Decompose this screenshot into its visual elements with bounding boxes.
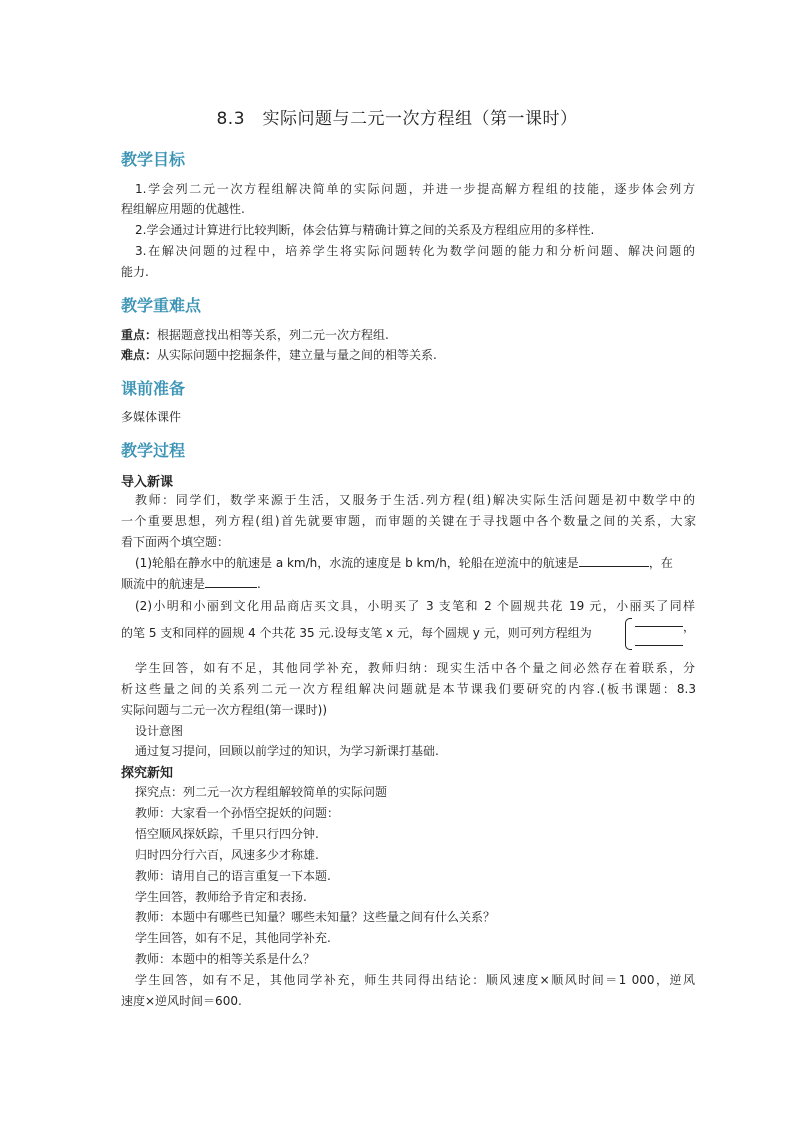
explore-line-1: 探究点：列二元一次方程组解较简单的实际问题 <box>135 785 388 799</box>
explore-line-8: 学生回答，如有不足，其他同学补充. <box>135 931 331 945</box>
equation-blank-2 <box>635 645 683 646</box>
left-brace-icon <box>625 618 632 650</box>
explore-line-6: 学生回答，教师给予肯定和表扬. <box>135 890 307 904</box>
explore-line-3: 悟空顺风探妖踪，千里只行四分钟. <box>135 827 319 841</box>
answer-line-3: 实际问题与二元一次方程组(第一课时)) <box>121 703 328 717</box>
intro-line-2: 一个重要思想，列方程(组)首先就要审题，而审题的关键在于寻找题中各个数量之间的关系，大家 <box>121 514 696 528</box>
equation-blank-1 <box>635 626 683 627</box>
subheading-explore: 探究新知 <box>121 766 174 781</box>
question-1-text-a: (1)轮船在静水中的航速是 a km/h，水流的速度是 b km/h，轮船在逆流中的航速是 <box>135 556 579 570</box>
question-1-text-d: . <box>257 577 261 591</box>
answer-line-1: 学生回答，如有不足，其他同学补充，教师归纳：现实生活中各个量之间必然存在着联系，分 <box>135 661 695 675</box>
explore-final-line-1: 学生回答，如有不足，其他同学补充，师生共同得出结论：顺风速度×顺风时间＝1 000，逆风 <box>135 973 695 987</box>
zhongdian-text: 根据题意找出相等关系，列二元一次方程组. <box>157 328 389 342</box>
goals-line-1: 1.学会列二元一次方程组解决简单的实际问题，并进一步提高解方程组的技能，逐步体会列方 <box>135 182 695 196</box>
section-heading-process: 教学过程 <box>121 441 186 460</box>
question-1-text-b: ，在 <box>648 556 673 570</box>
question-1-text-c: 顺流中的航速是 <box>121 577 206 591</box>
section-heading-prep: 课前准备 <box>121 379 186 398</box>
answer-line-2: 析这些量之间的关系列二元一次方程组解决问题就是本节课我们要研究的内容.(板书课题：8.3 <box>121 682 696 696</box>
goals-line-4: 3.在解决问题的过程中，培养学生将实际问题转化为数学问题的能力和分析问题、解决问题的 <box>135 244 695 258</box>
goals-line-5: 能力. <box>121 265 149 279</box>
explore-line-2: 教师：大家看一个孙悟空捉妖的问题： <box>135 806 340 820</box>
goals-line-3: 2.学会通过计算进行比较判断，体会估算与精确计算之间的关系及方程组应用的多样性. <box>135 223 595 237</box>
equation-comma: ， <box>683 620 696 634</box>
design-intent-text: 通过复习提问，回顾以前学过的知识，为学习新课打基础. <box>135 744 439 758</box>
subheading-intro: 导入新课 <box>121 475 174 490</box>
explore-line-9: 教师：本题中的相等关系是什么？ <box>135 952 316 966</box>
question-2-line-2: 的笔 5 支和同样的圆规 4 个共花 35 元.设每支笔 x 元，每个圆规 y 元，则可列方程组为 <box>121 626 592 640</box>
section-heading-keypoints: 教学重难点 <box>121 296 202 315</box>
fill-blank-1 <box>579 553 649 567</box>
keypoint-zhongdian <box>121 325 696 345</box>
question-1-line-1 <box>135 553 695 573</box>
design-intent-label: 设计意图 <box>135 724 184 738</box>
equation-system-blank <box>625 618 696 648</box>
nandian-text: 从实际问题中挖掘条件，建立量与量之间的相等关系. <box>157 348 437 362</box>
explore-line-5: 教师：请用自己的语言重复一下本题. <box>135 869 331 883</box>
keypoint-nandian <box>121 345 696 365</box>
intro-line-3: 看下面两个填空题： <box>121 535 230 549</box>
explore-line-4: 归时四分行六百，风速多少才称雄. <box>135 848 319 862</box>
zhongdian-label: 重点： <box>121 328 158 342</box>
nandian-label: 难点： <box>121 348 158 362</box>
question-1-line-2 <box>121 574 696 594</box>
fill-blank-2 <box>205 574 257 588</box>
goals-line-2: 程组解应用题的优越性. <box>121 202 245 216</box>
explore-final-line-2: 速度×逆风时间＝600. <box>121 994 242 1008</box>
intro-line-1: 教师：同学们，数学来源于生活，又服务于生活.列方程(组)解决实际生活问题是初中数学中的 <box>135 493 695 507</box>
question-2-line-1: (2)小明和小丽到文化用品商店买文具，小明买了 3 支笔和 2 个圆规共花 19 元，小丽买了同样 <box>135 599 695 613</box>
page-title: 8.3 实际问题与二元一次方程组（第一课时） <box>216 109 578 129</box>
explore-line-7: 教师：本题中有哪些已知量？哪些未知量？这些量之间有什么关系？ <box>135 910 496 924</box>
section-heading-goals: 教学目标 <box>121 150 186 169</box>
prep-text: 多媒体课件 <box>121 410 182 424</box>
